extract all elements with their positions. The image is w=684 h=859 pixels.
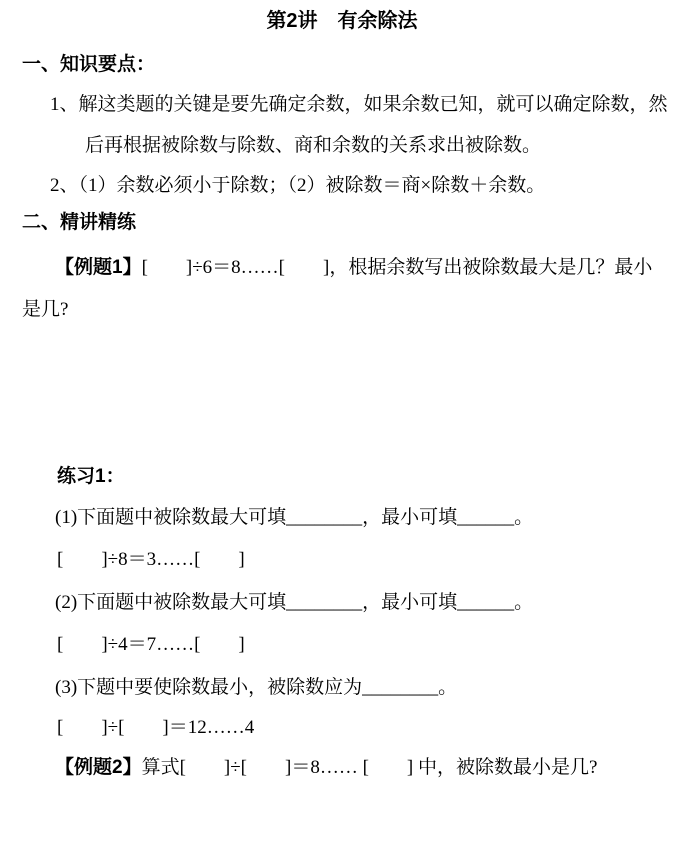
knowledge-point1-line2: 后再根据被除数与除数、商和余数的关系求出被除数。 [85, 135, 542, 156]
exercise1-question1-formula: [ ]÷8＝3……[ ] [57, 549, 245, 570]
example1-line1 [55, 257, 652, 279]
knowledge-point1-line1: 1、解这类题的关键是要先确定余数，如果余数已知，就可以确定除数，然 [50, 94, 668, 115]
example2-text: 算式[ ]÷[ ]＝8…… [ ] 中，被除数最小是几? [141, 757, 598, 778]
exercise1-question1: (1)下面题中被除数最大可填________，最小可填______。 [55, 507, 534, 528]
example1-text: [ ]÷6＝8……[ ]，根据余数写出被除数最大是几？最小 [141, 257, 653, 278]
example1-label: 【例题1】 [55, 257, 142, 278]
exercise1-heading: 练习1： [57, 466, 125, 487]
exercise1-question2: (2)下面题中被除数最大可填________，最小可填______。 [55, 592, 534, 613]
exercise1-question2-formula: [ ]÷4＝7……[ ] [57, 634, 245, 655]
example1-line2: 是几? [22, 299, 69, 320]
exercise1-question3-formula: [ ]÷[ ]＝12……4 [57, 717, 255, 738]
page-title: 第2讲 有余除法 [266, 10, 418, 32]
section-knowledge-heading: 一、知识要点： [22, 54, 156, 75]
section-practice-heading: 二、精讲精练 [22, 212, 137, 233]
example2-line [55, 757, 597, 779]
example2-label: 【例题2】 [55, 757, 142, 778]
exercise1-question3: (3)下题中要使除数最小，被除数应为________。 [55, 677, 458, 698]
knowledge-point2: 2、（1）余数必须小于除数；（2）被除数＝商×除数＋余数。 [50, 175, 546, 196]
